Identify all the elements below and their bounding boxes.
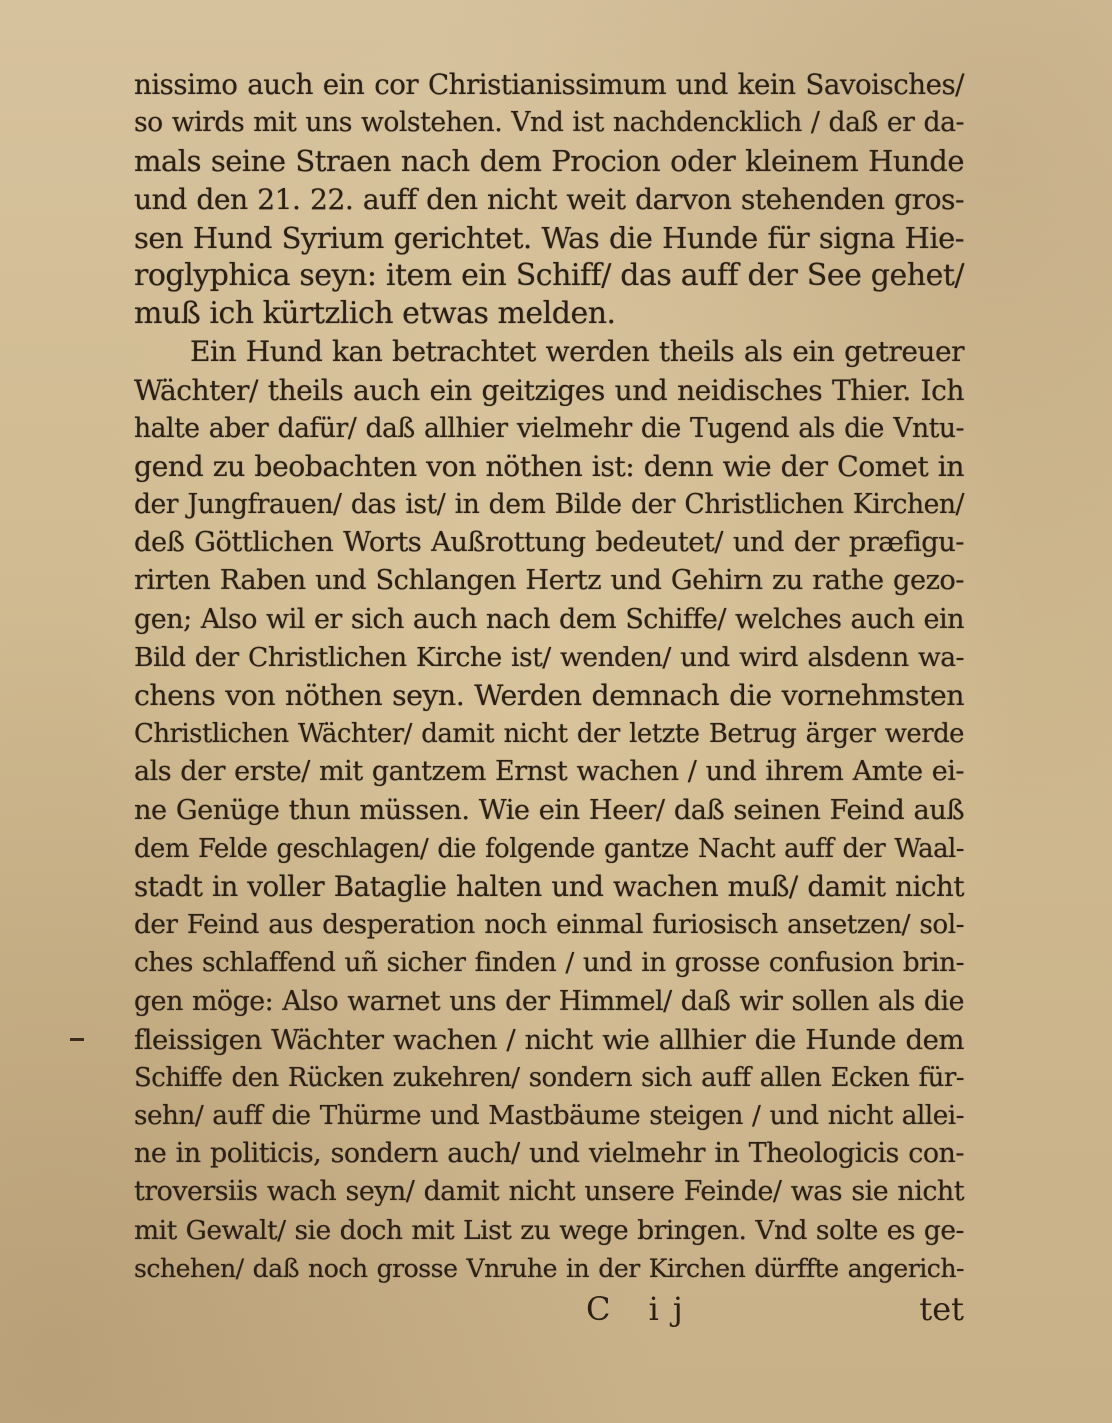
text-line: chens von nöthen seyn. Werden demnach die vornehmsten: [134, 679, 964, 712]
paragraph-start-line: Ein Hund kan betrachtet werden theils als ein getreuer: [190, 335, 964, 369]
text-line: gen möge: Also warnet uns der Himmel/ daß wir sollen als die: [134, 985, 964, 1017]
text-line: halte aber dafür/ daß allhier vielmehr die Tugend als die Vntu-: [134, 412, 964, 444]
catchword: tet: [919, 1290, 964, 1328]
text-line: deß Göttlichen Worts Außrottung bedeutet/ und der præfigu-: [134, 527, 964, 559]
text-line: Bild der Christlichen Kirche ist/ wenden/ und wird alsdenn wa-: [134, 641, 964, 673]
text-line: Wächter/ theils auch ein geitziges und neidisches Thier. Ich: [134, 373, 964, 407]
text-line: und den 21. 22. auff den nicht weit darvon stehenden gros-: [134, 182, 964, 216]
text-line: ne in politicis, sondern auch/ und vielmehr in Theologicis con-: [134, 1138, 964, 1170]
text-line: dem Felde geschlagen/ die folgende gantze Nacht auff der Waal-: [134, 833, 964, 864]
text-line: der Jungfrauen/ das ist/ in dem Bilde der Christlichen Kirchen/: [134, 489, 964, 521]
text-line: muß ich kürtzlich etwas melden.: [134, 296, 616, 332]
text-line: mals seine Straen nach dem Procion oder kleinem Hunde: [134, 144, 964, 179]
text-line: fleissigen Wächter wachen / nicht wie allhier die Hunde dem: [134, 1023, 964, 1056]
signature-mark: C ij: [586, 1290, 697, 1328]
margin-mark: [70, 1038, 84, 1041]
text-line: ches schlaffend uñ sicher finden / und in grosse confusion brin-: [134, 948, 964, 979]
text-line: stadt in voller Bataglie halten und wachen muß/ damit nicht: [134, 869, 964, 903]
text-line: troversiis wach seyn/ damit nicht unsere Feinde/ was sie nicht: [134, 1176, 964, 1208]
text-line: gen; Also wil er sich auch nach dem Schiffe/ welches auch ein: [134, 603, 964, 635]
text-line: mit Gewalt/ sie doch mit List zu wege bringen. Vnd solte es ge-: [134, 1214, 964, 1246]
text-line: Schiffe den Rücken zukehren/ sondern sich auff allen Ecken für-: [134, 1062, 964, 1093]
text-line: nissimo auch ein cor Christianissimum und kein Savoisches/: [134, 68, 964, 101]
text-line: ne Genüge thun müssen. Wie ein Heer/ daß seinen Feind auß: [134, 794, 964, 826]
text-line: der Feind aus desperation noch einmal furiosisch ansetzen/ sol-: [134, 910, 964, 941]
text-line: sen Hund Syrium gerichtet. Was die Hunde für signa Hie-: [134, 220, 964, 255]
page-footer: [134, 1290, 964, 1330]
body-text: [134, 66, 964, 1288]
text-line: rirten Raben und Schlangen Hertz und Gehirn zu rathe gezo-: [134, 565, 964, 597]
text-line: gend zu beobachten von nöthen ist: denn wie der Comet in: [134, 449, 964, 483]
text-line: sehn/ auff die Thürme und Mastbäume steigen / und nicht allei-: [134, 1101, 964, 1132]
text-line: schehen/ daß noch grosse Vnruhe in der Kirchen dürffte angerich-: [134, 1253, 964, 1283]
text-line: Christlichen Wächter/ damit nicht der letzte Betrug ärger werde: [134, 719, 964, 750]
text-line: so wirds mit uns wolstehen. Vnd ist nachdencklich / daß er da-: [134, 107, 964, 139]
text-line: als der erste/ mit gantzem Ernst wachen / und ihrem Amte ei-: [134, 756, 964, 788]
text-line: roglyphica seyn: item ein Schiff/ das auff der See gehet/: [134, 257, 964, 293]
